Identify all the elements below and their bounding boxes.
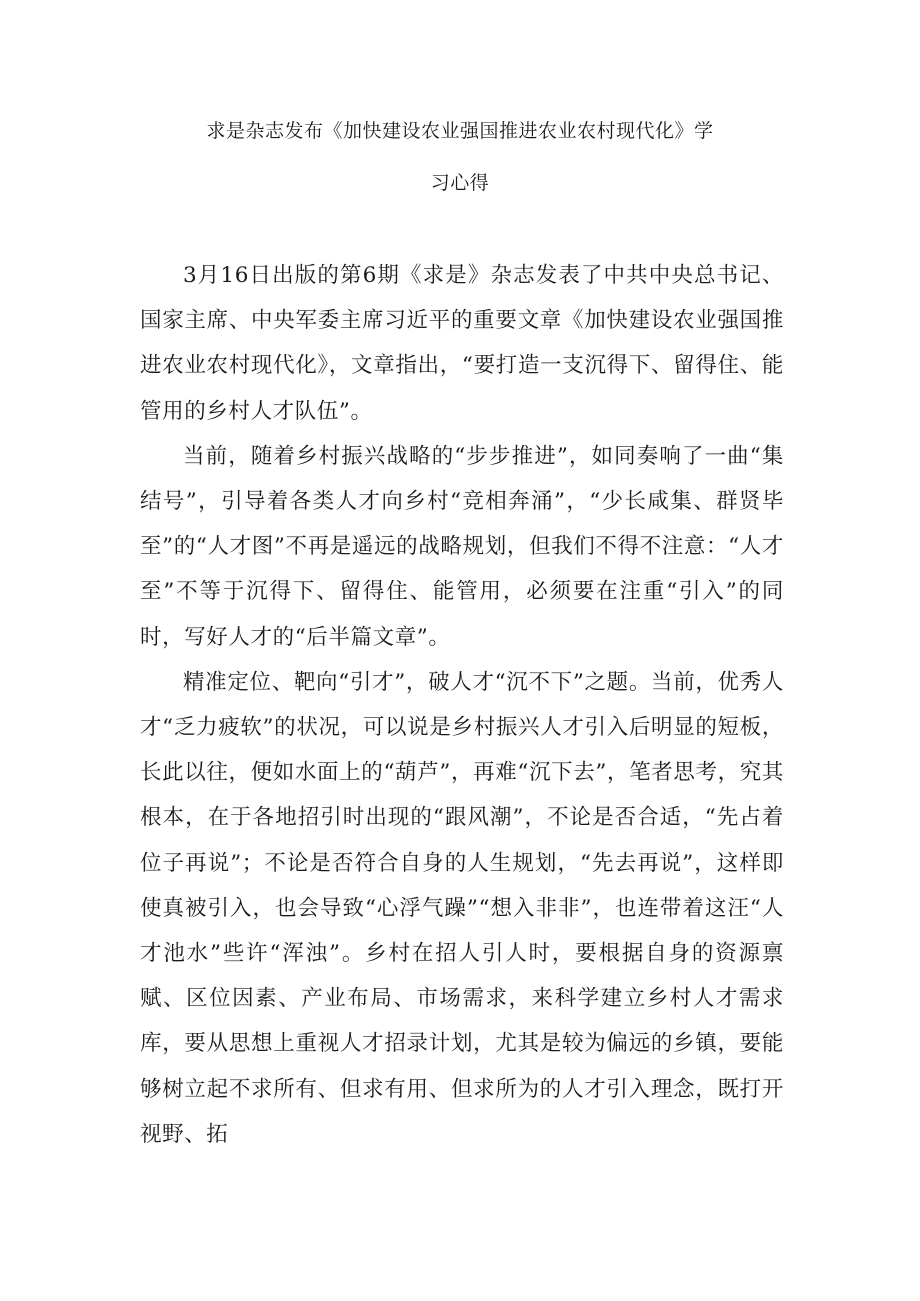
document-title-line-1: 求是杂志发布《加快建设农业强国推进农业农村现代化》学	[206, 120, 714, 142]
paragraph-3: 精准定位、靶向“引才”，破人才“沉不下”之题。当前，优秀人才“乏力疲软”的状况，可以说是乡村振兴人才引入后明显的短板，长此以往，便如水面上的“葫芦”，再难“沉下去”，笔者思考，究其根本，在于各地招引时出现的“跟风潮”，不论是否合适，“先占着位子再说”；不论是否符合自身的人生规划，“先去再说”，这样即使真被引入，也会导致“心浮气躁”“想入非非”，也连带着这汪“人才池水”些许“浑浊”。乡村在招人引人时，要根据自身的资源禀赋、区位因素、产业布局、市场需求，来科学建立乡村人才需求库，要从思想上重视人才招录计划，尤其是较为偏远的乡镇，要能够树立起不求所有、但求有用、但求所为的人才引入理念，既打开视野、拓	[140, 669, 784, 1147]
document-title-line-2: 习心得	[430, 172, 490, 194]
document-body	[140, 253, 784, 1157]
paragraph-1: 3月16日出版的第6期《求是》杂志发表了中共中央总书记、国家主席、中央军委主席习近平的重要文章《加快建设农业强国推进农业农村现代化》，文章指出，“要打造一支沉得下、留得住、能管用的乡村人才队伍”。	[140, 263, 784, 424]
paragraph-2: 当前，随着乡村振兴战略的“步步推进”，如同奏响了一曲“集结号”，引导着各类人才向乡村“竞相奔涌”，“少长咸集、群贤毕至”的“人才图”不再是遥远的战略规划，但我们不得不注意：“人才至”不等于沉得下、留得住、能管用，必须要在注重“引入”的同时，写好人才的“后半篇文章”。	[140, 443, 784, 650]
